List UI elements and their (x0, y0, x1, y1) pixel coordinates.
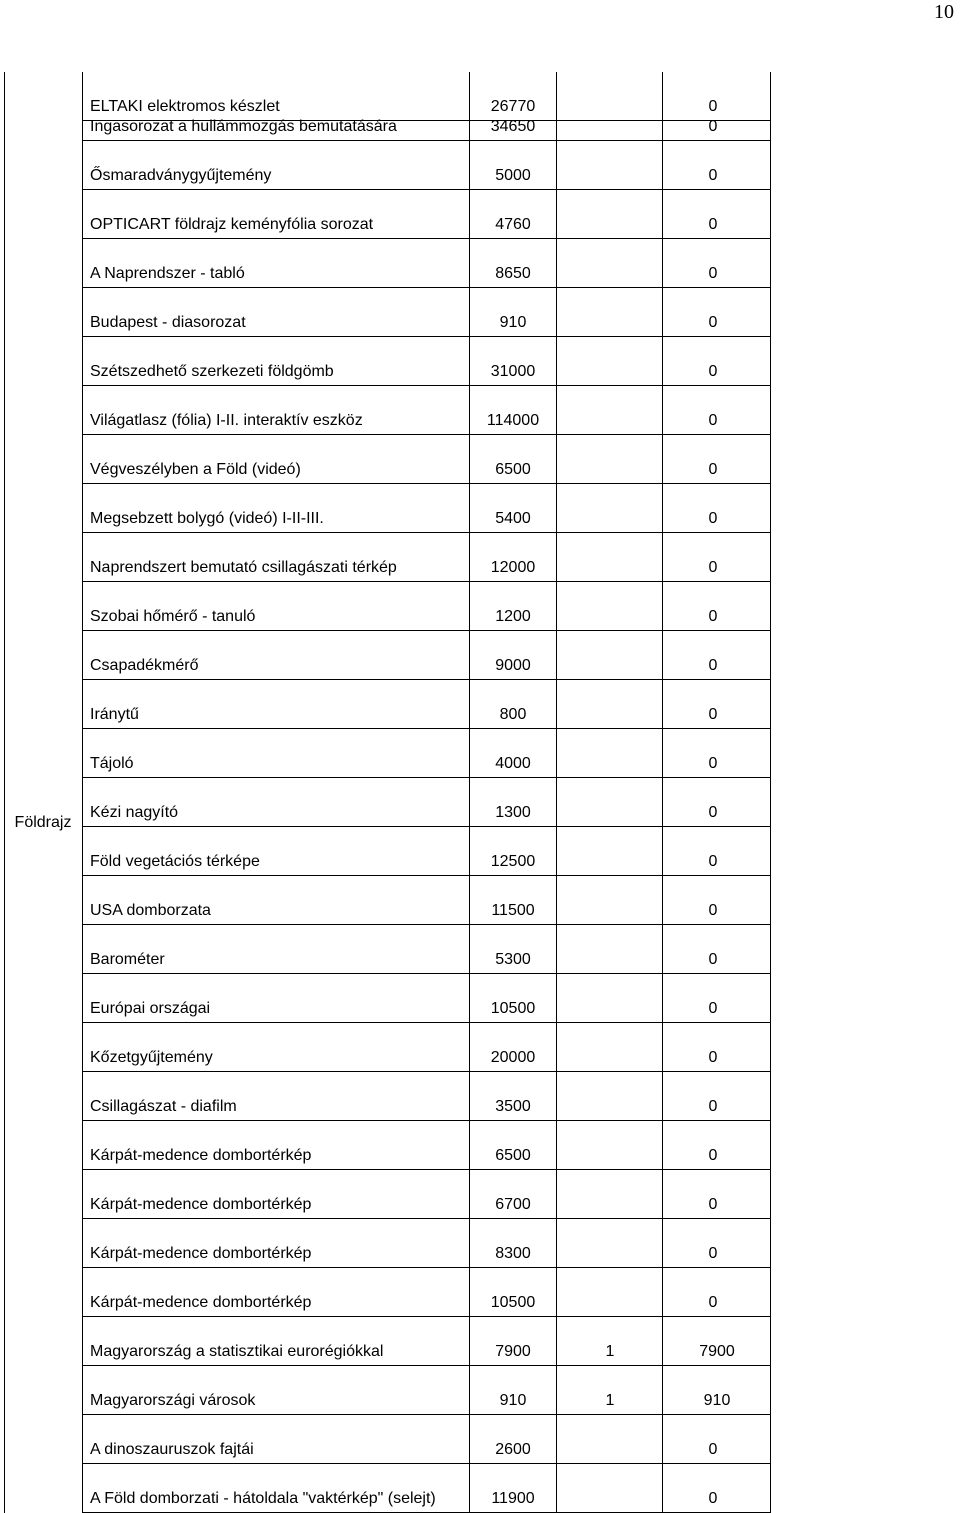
item-name: Ősmaradványgyűjtemény (90, 167, 272, 184)
table-row (83, 337, 771, 386)
item-price: 4000 (495, 755, 531, 772)
item-price: 5300 (495, 951, 531, 968)
item-price: 12500 (490, 853, 536, 870)
table-row (83, 680, 771, 729)
item-price: 6500 (495, 1147, 531, 1164)
item-name: Kézi nagyító (90, 804, 179, 821)
item-price: 910 (499, 1392, 527, 1409)
item-name: Szétszedhető szerkezeti földgömb (90, 363, 334, 380)
item-total: 0 (708, 902, 718, 919)
item-price: 5400 (495, 510, 531, 527)
table-row (83, 1170, 771, 1219)
table-row (83, 1072, 771, 1121)
table-row (83, 386, 771, 435)
item-name: Tájoló (90, 755, 134, 772)
item-name: A Föld domborzati - hátoldala "vaktérkép" (selejt) (90, 1490, 436, 1507)
item-total: 0 (708, 706, 718, 723)
item-name: Csapadékmérő (90, 657, 199, 674)
table-row (83, 484, 771, 533)
item-name: Kárpát-medence dombortérkép (90, 1245, 312, 1262)
item-price: 3500 (495, 1098, 531, 1115)
item-total: 0 (708, 853, 718, 870)
item-price: 10500 (490, 1294, 536, 1311)
table-row (83, 1121, 771, 1170)
item-total: 0 (708, 1294, 718, 1311)
item-total: 0 (708, 314, 718, 331)
table-row (83, 925, 771, 974)
item-price: 26770 (490, 98, 536, 115)
category-label: Földrajz (14, 814, 72, 831)
item-total: 0 (708, 608, 718, 625)
item-name: A Naprendszer - tabló (90, 265, 245, 282)
item-total: 0 (708, 1147, 718, 1164)
table-row (83, 533, 771, 582)
item-name: ELTAKI elektromos készlet (90, 98, 280, 115)
table-row (83, 1366, 771, 1415)
item-price: 9000 (495, 657, 531, 674)
item-name: Magyarország a statisztikai eurorégiókkal (90, 1343, 384, 1360)
item-total: 0 (708, 657, 718, 674)
table-row (83, 72, 771, 121)
item-name: USA domborzata (90, 902, 211, 919)
item-price: 4760 (495, 216, 531, 233)
item-name: Világatlasz (fólia) I-II. interaktív eszköz (90, 412, 363, 429)
item-price: 11500 (491, 902, 535, 919)
table-row (83, 288, 771, 337)
item-name: Barométer (90, 951, 165, 968)
item-total: 0 (708, 98, 718, 115)
table-row (83, 239, 771, 288)
table-row (83, 1268, 771, 1317)
item-total: 0 (708, 363, 718, 380)
item-price: 34650 (490, 118, 536, 135)
item-name: Magyarországi városok (90, 1392, 256, 1409)
item-total: 0 (708, 461, 718, 478)
item-total: 0 (708, 1000, 718, 1017)
table-row (83, 1023, 771, 1072)
item-price: 800 (499, 706, 527, 723)
table-row (83, 876, 771, 925)
item-price: 8650 (495, 265, 531, 282)
item-total: 0 (708, 1441, 718, 1458)
item-name: Föld vegetációs térképe (90, 853, 260, 870)
table-row (83, 582, 771, 631)
table-row (83, 1219, 771, 1268)
item-total: 0 (708, 216, 718, 233)
item-name: Kárpát-medence dombortérkép (90, 1147, 312, 1164)
item-name: Budapest - diasorozat (90, 314, 246, 331)
item-total: 0 (708, 559, 718, 576)
item-total: 0 (708, 167, 718, 184)
item-total: 0 (708, 510, 718, 527)
item-price: 11900 (491, 1490, 535, 1507)
item-name: Kőzetgyűjtemény (90, 1049, 213, 1066)
table-row (83, 1464, 771, 1513)
item-total: 0 (708, 1098, 718, 1115)
table-row (83, 141, 771, 190)
item-price: 7900 (495, 1343, 531, 1360)
item-total: 0 (708, 412, 718, 429)
item-name: Végveszélyben a Föld (videó) (90, 461, 301, 478)
item-total: 910 (703, 1392, 731, 1409)
item-quantity: 1 (605, 1392, 615, 1409)
item-total: 0 (708, 265, 718, 282)
item-price: 8300 (495, 1245, 531, 1262)
item-name: Európai országai (90, 1000, 211, 1017)
item-name: Megsebzett bolygó (videó) I-II-III. (90, 510, 324, 527)
table-row (83, 827, 771, 876)
item-name: Kárpát-medence dombortérkép (90, 1196, 312, 1213)
item-name: A dinoszauruszok fajtái (90, 1441, 254, 1458)
table-row (83, 118, 771, 141)
item-price: 20000 (490, 1049, 536, 1066)
table-border-left (4, 72, 5, 1513)
item-total: 0 (708, 755, 718, 772)
table-row (83, 1415, 771, 1464)
item-total: 7900 (699, 1343, 735, 1360)
item-name: Ingasorozat a hullámmozgás bemutatására (90, 118, 397, 135)
table-row (83, 435, 771, 484)
item-name: OPTICART földrajz keményfólia sorozat (90, 216, 374, 233)
item-price: 114000 (486, 412, 540, 429)
item-quantity: 1 (605, 1343, 615, 1360)
item-price: 5000 (495, 167, 531, 184)
table-row (83, 729, 771, 778)
item-price: 12000 (490, 559, 536, 576)
item-total: 0 (708, 1245, 718, 1262)
item-total: 0 (708, 1490, 718, 1507)
item-name: Szobai hőmérő - tanuló (90, 608, 256, 625)
item-price: 31000 (490, 363, 536, 380)
item-total: 0 (708, 951, 718, 968)
table-row (83, 631, 771, 680)
page-number: 10 (934, 1, 954, 23)
item-price: 10500 (490, 1000, 536, 1017)
item-total: 0 (708, 118, 718, 135)
item-price: 1200 (495, 608, 531, 625)
table-row (83, 1317, 771, 1366)
item-total: 0 (708, 1049, 718, 1066)
table-row (83, 974, 771, 1023)
table-row (83, 778, 771, 827)
item-price: 1300 (495, 804, 531, 821)
item-name: Csillagászat - diafilm (90, 1098, 237, 1115)
item-name: Iránytű (90, 706, 139, 723)
item-name: Naprendszert bemutató csillagászati térkép (90, 559, 397, 576)
item-name: Kárpát-medence dombortérkép (90, 1294, 312, 1311)
item-price: 2600 (495, 1441, 531, 1458)
item-price: 910 (499, 314, 527, 331)
table-row (83, 190, 771, 239)
item-total: 0 (708, 804, 718, 821)
item-price: 6700 (495, 1196, 531, 1213)
item-total: 0 (708, 1196, 718, 1213)
item-price: 6500 (495, 461, 531, 478)
